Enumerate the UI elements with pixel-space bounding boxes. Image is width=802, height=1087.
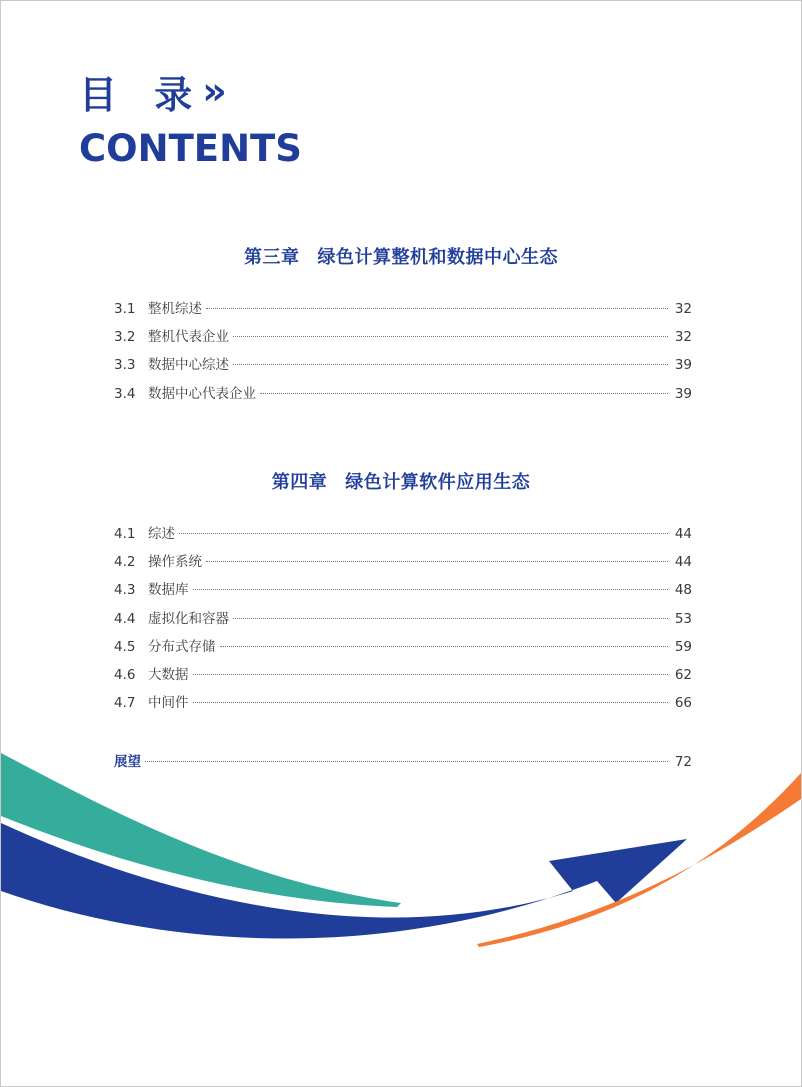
entry-page: 32	[674, 301, 692, 317]
entry-title: 数据中心综述	[148, 357, 229, 374]
entry-page: 59	[674, 638, 692, 655]
entry-number: 3.4	[114, 385, 136, 402]
entry-title: 整机综述	[148, 301, 202, 317]
entry-number: 3.1	[114, 301, 136, 317]
entry-title: 数据库	[148, 582, 189, 599]
entry-number: 4.4	[114, 610, 136, 627]
entry-title: 分布式存储	[148, 638, 216, 655]
entry-number: 3.3	[114, 357, 136, 374]
entry-page: 44	[674, 526, 692, 542]
entry-title: 展望	[114, 754, 141, 770]
entry-title: 数据中心代表企业	[148, 385, 256, 402]
entry-number: 4.1	[114, 526, 136, 542]
chapter-label: 第三章	[244, 247, 300, 268]
chapter-title: 绿色计算软件应用生态	[345, 472, 531, 493]
entry-number: 4.7	[114, 695, 136, 712]
entry-page: 66	[674, 695, 692, 712]
entry-title: 大数据	[148, 666, 189, 683]
decorative-swoosh	[1, 1, 801, 1086]
entry-number: 4.6	[114, 666, 136, 683]
double-chevron-right-icon: »	[202, 69, 227, 113]
entry-number: 4.5	[114, 638, 136, 655]
entry-page: 62	[674, 666, 692, 683]
entry-title: 虚拟化和容器	[148, 610, 229, 627]
heading-cn-text: 目 录	[79, 72, 205, 117]
entry-page: 48	[674, 582, 692, 599]
entry-title: 中间件	[148, 695, 189, 712]
chapter-title: 绿色计算整机和数据中心生态	[317, 247, 558, 268]
entry-number: 4.3	[114, 582, 136, 599]
entry-page: 39	[674, 385, 692, 402]
dot-leader	[145, 761, 668, 762]
toc-entry[interactable]	[114, 750, 692, 778]
chapter-label: 第四章	[271, 472, 328, 493]
entry-page: 32	[674, 329, 692, 346]
entry-page: 39	[674, 357, 692, 374]
toc-heading-en: CONTENTS	[79, 127, 302, 170]
entry-title: 操作系统	[148, 554, 202, 571]
entry-title: 整机代表企业	[148, 329, 229, 346]
entry-page: 53	[674, 610, 692, 627]
entry-page: 44	[674, 554, 692, 571]
entry-page: 72	[674, 754, 692, 770]
outlook-entry[interactable]	[114, 750, 692, 778]
entry-number: 4.2	[114, 554, 136, 571]
entry-title: 综述	[148, 526, 175, 542]
entry-number: 3.2	[114, 329, 136, 346]
